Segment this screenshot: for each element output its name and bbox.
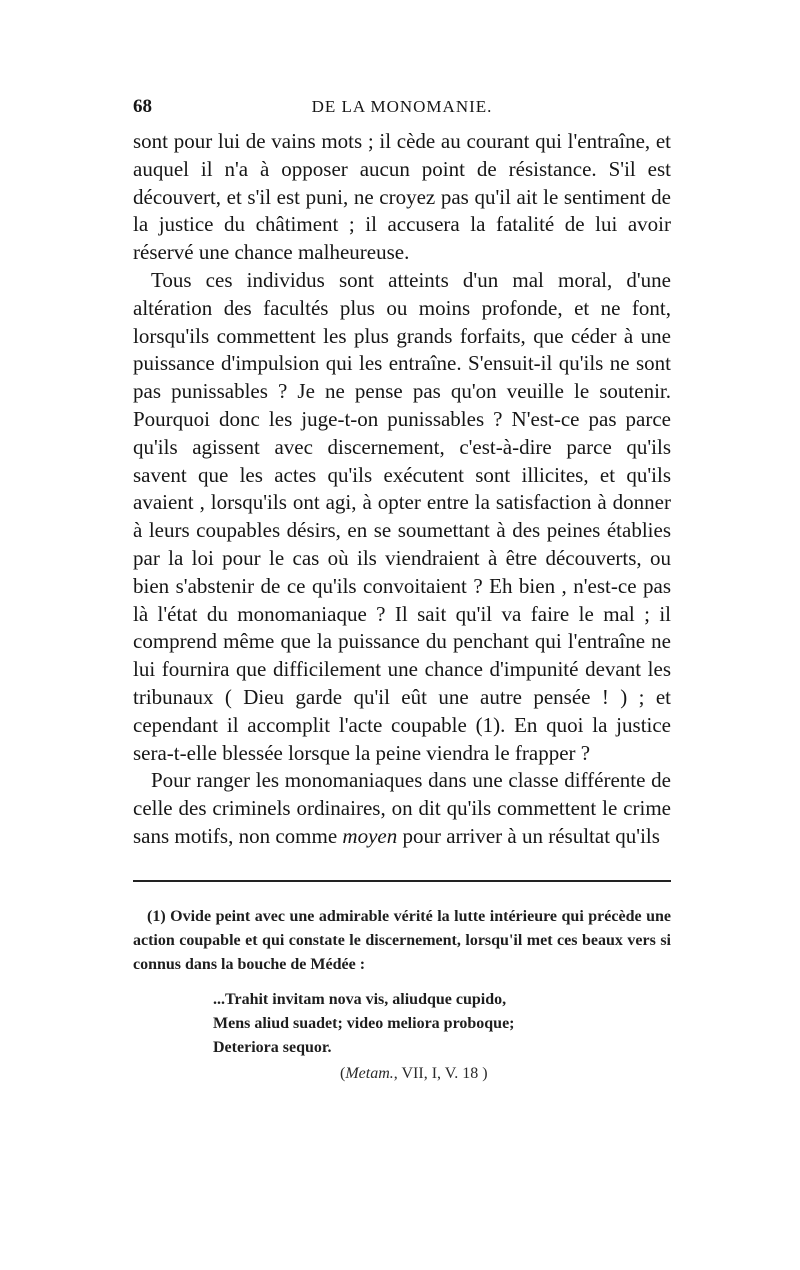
citation-reference: , VII, I, V. 18 ) [393,1065,488,1082]
paragraph-ranger-text: Pour ranger les monomaniaques dans une classe différente de celle des criminels ordinaires, on dit qu'ils commettent le crime sans motifs, non comme [133,768,671,848]
main-text [133,128,671,851]
latin-verse [213,988,653,1060]
running-title: DE LA MONOMANIE. [311,97,493,116]
paragraph-ranger [133,767,671,850]
paragraph-ranger-end: pour arriver à un résultat qu'ils [397,823,660,848]
citation-open: ( [340,1065,346,1082]
italic-word-moyen: moyen [342,823,398,848]
verse-line-3: Deteriora sequor. [213,1039,332,1056]
footnote [133,905,671,977]
footnote-divider [133,880,671,882]
verse-citation [340,1062,488,1086]
paragraph-continued: sont pour lui de vains mots ; il cède au courant qui l'entraîne, et auquel il n'a à opposer aucun point de résistance. S'il est découvert, et s'il est puni, ne croyez pas qu'il ait le sentiment de la justice du châtiment ; il accusera la fatalité de lui avoir réservé une chance malheureuse. [133,129,671,265]
verse-line-2: Mens aliud suadet; video meliora proboque; [213,1015,515,1032]
citation-work: Metam. [345,1065,394,1082]
footnote-text: (1) Ovide peint avec une admirable vérité la lutte intérieure qui précède une action coupable et qui constate le discernement, lorsqu'il met ces beaux vers si connus dans la bouche de Médée : [133,908,671,973]
verse-line-1: ...Trahit invitam nova vis, aliudque cupido, [213,991,507,1008]
running-head [133,94,671,120]
page-number: 68 [133,96,152,117]
paragraph-individus: Tous ces individus sont atteints d'un mal moral, d'une altération des facultés plus ou moins profonde, et ne font, lorsqu'ils commettent les plus grands forfaits, que céder à une puissance d'impulsion qui les entraîne. S'ensuit-il qu'ils ne sont pas punissables ? Je ne pense pas qu'on veuille le soutenir. Pourquoi donc les juge-t-on punissables ? N'est-ce pas parce qu'ils agissent avec discernement, c'est-à-dire parce qu'ils savent que les actes qu'ils exécutent sont illicites, et qu'ils avaient , lorsqu'ils ont agi, à opter entre la satisfaction à donner à leurs coupables désirs, en se soumettant à des peines établies par la loi pour le cas où ils viendraient à être découverts, ou bien s'abstenir de ce qu'ils convoitaient ? Eh bien , n'est-ce pas là l'état du monomaniaque ? Il sait qu'il va faire le mal ; il comprend même que la puissance du penchant qui l'entraîne ne lui fournira que difficilement une chance d'impunité devant les tribunaux ( Dieu garde qu'il eût une autre pensée ! ) ; et cependant il accomplit l'acte coupable (1). En quoi la justice sera-t-elle blessée lorsque la peine viendra le frapper ? [133,267,671,765]
